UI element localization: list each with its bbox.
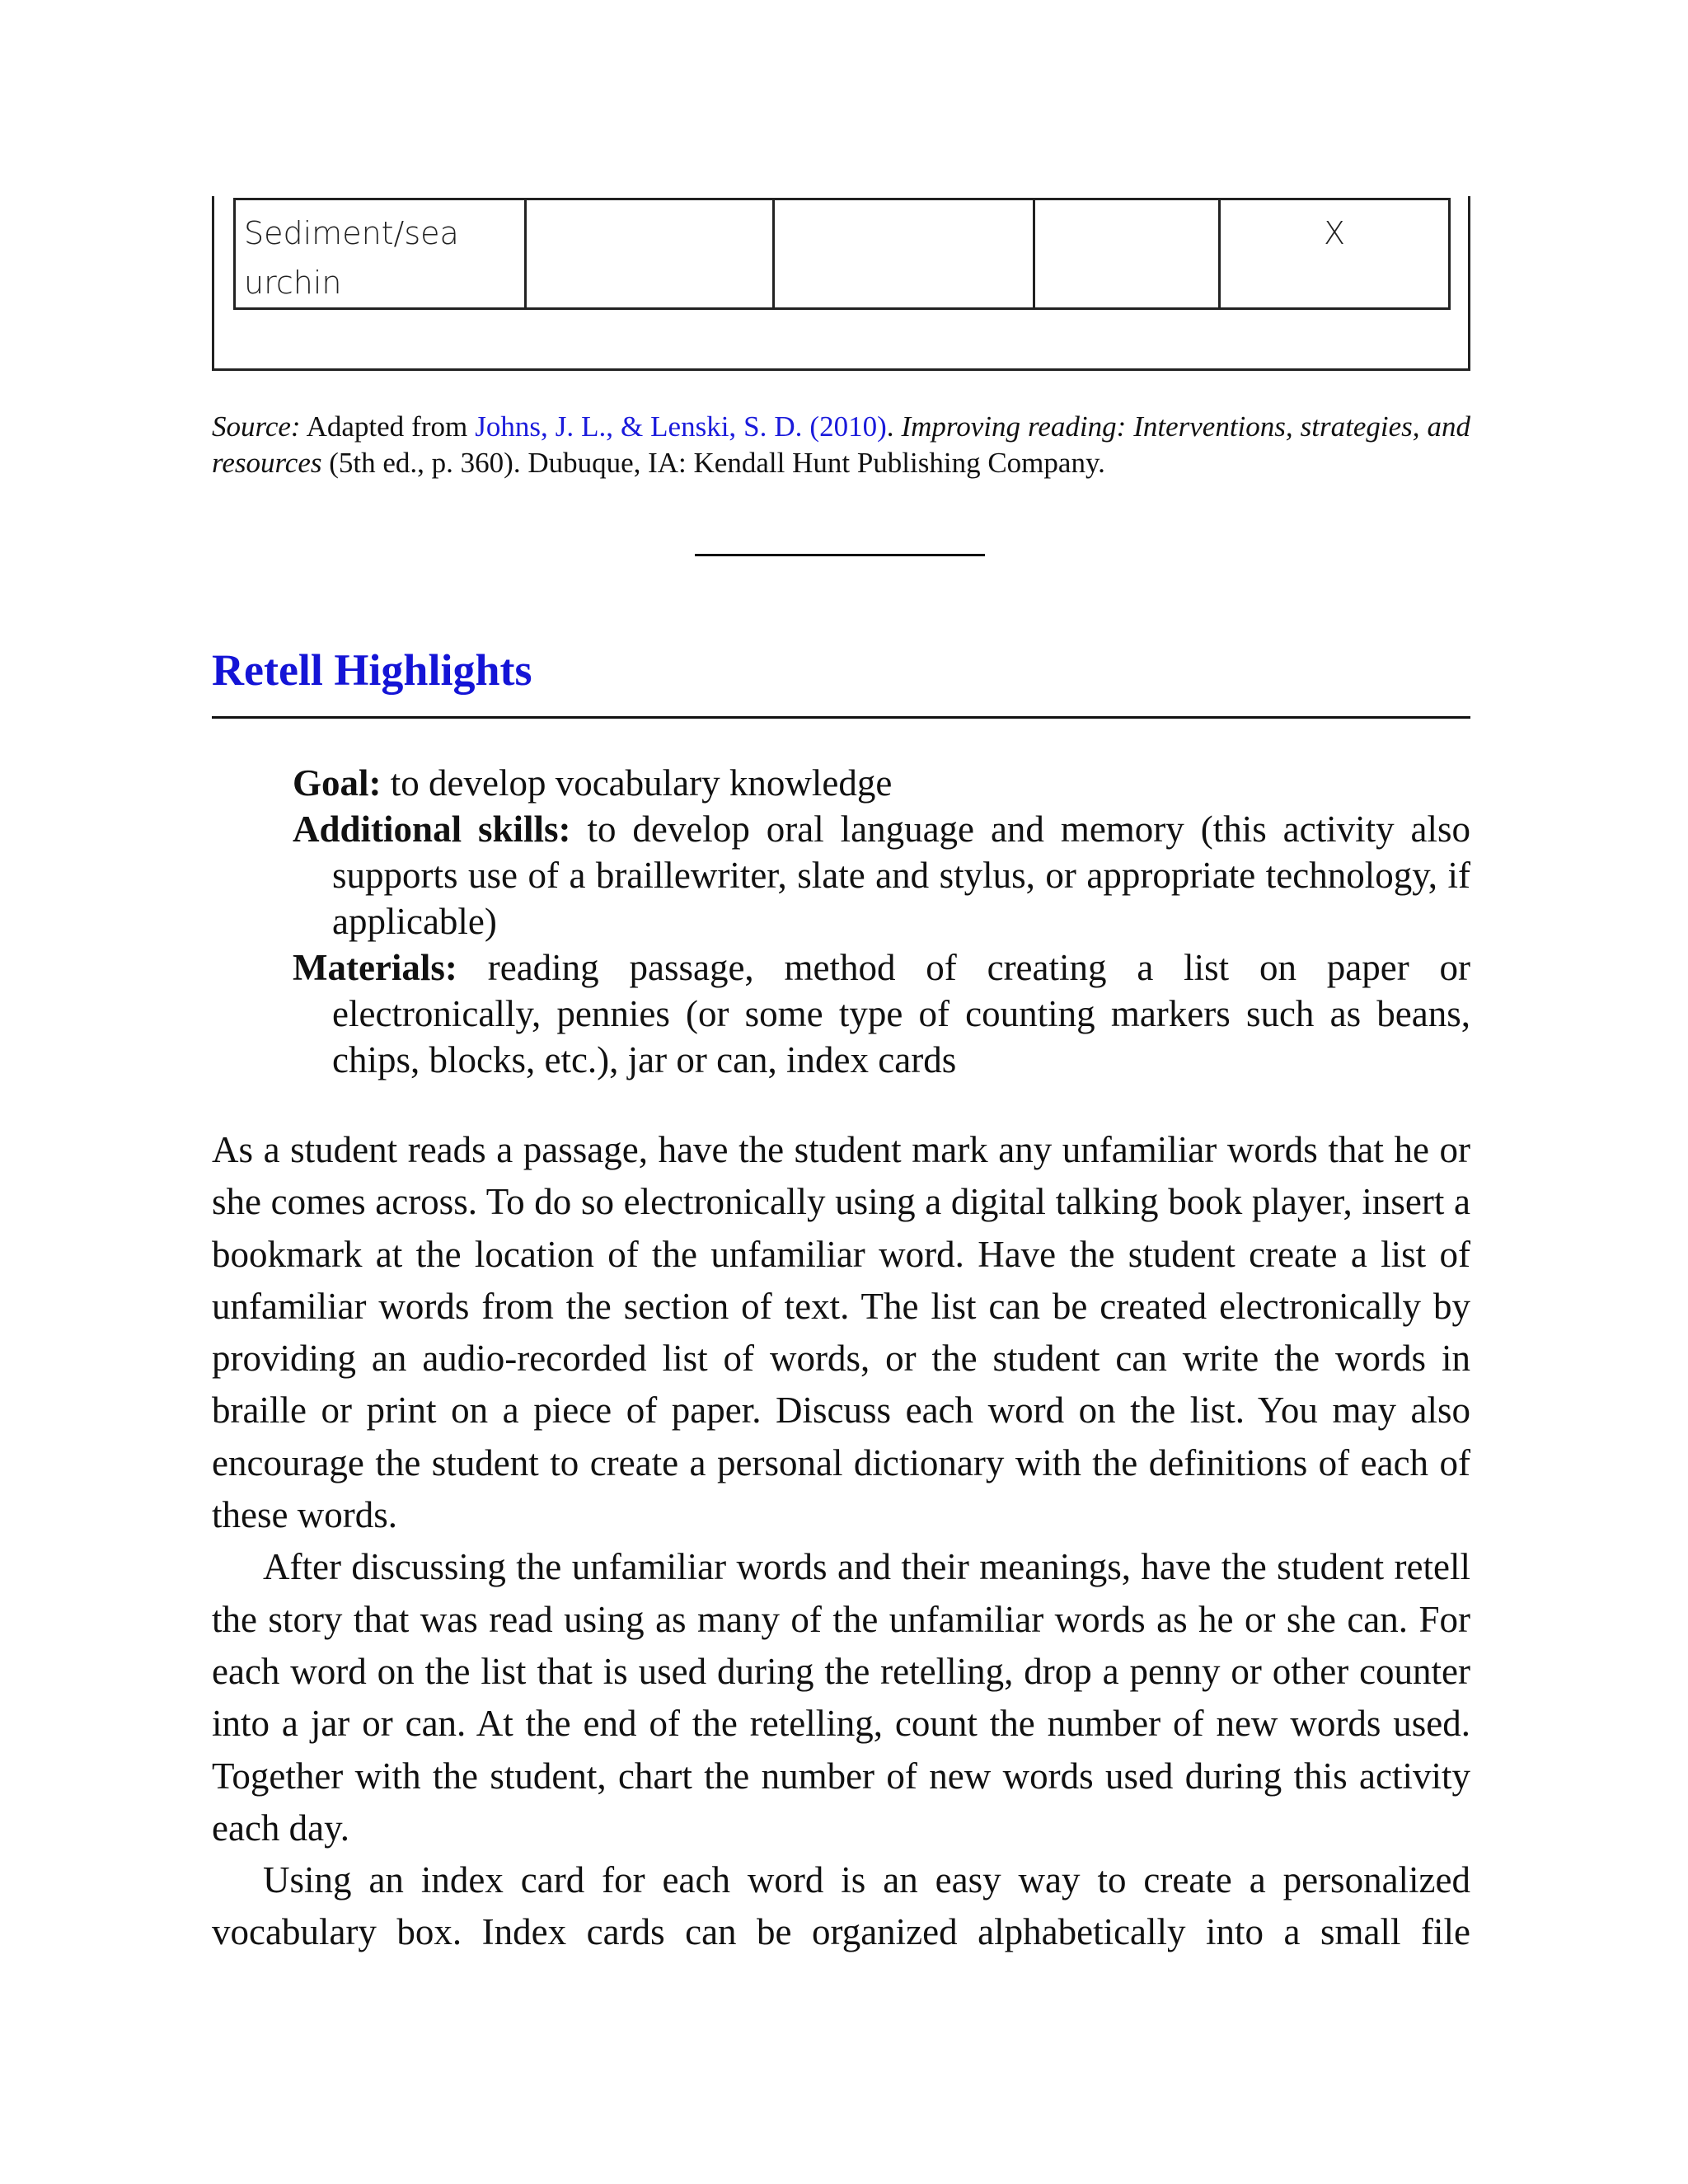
book-title: Improving reading: Interventions, strategies, and resources bbox=[212, 410, 1470, 479]
materials-text: reading passage, method of creating a list on paper or electronically, pennies (or some type of counting markers such as beans, chips, blocks, etc.), jar or can, index cards bbox=[332, 947, 1470, 1080]
goal-label: Goal: bbox=[293, 762, 382, 804]
section-heading: Retell Highlights bbox=[212, 645, 532, 695]
table-row bbox=[235, 199, 1450, 309]
heading-underline bbox=[212, 716, 1470, 719]
observation-table-fragment bbox=[233, 198, 1451, 310]
table-cell-empty bbox=[1034, 199, 1220, 309]
source-text-before: Adapted from bbox=[300, 410, 476, 443]
goal-text: to develop vocabulary knowledge bbox=[381, 762, 893, 804]
body-paragraph-3: Using an index card for each word is an easy way to create a personalized vocabulary box. Index cards can be organized alphabetically into a small file bbox=[212, 1859, 1470, 1953]
skills-label: Additional skills: bbox=[293, 808, 571, 850]
materials-line bbox=[293, 944, 1470, 1083]
body-paragraph-1: As a student reads a passage, have the student mark any unfamiliar words that he or she comes across. To do so electronically using a digital talking book player, insert a bookmark at the location of the unfamiliar word. Have the student create a list of unfamiliar words from the section of text. The list can be created electronically by providing an audio-recorded list of words, or the student can write the words in braille or print on a piece of paper. Discuss each word on the list. You may also encourage the student to create a personal dictionary with the definitions of each of these words. bbox=[212, 1129, 1470, 1536]
goal-line bbox=[293, 760, 1470, 806]
source-label: Source: bbox=[212, 410, 301, 443]
source-citation bbox=[212, 409, 1470, 481]
table-cell-empty bbox=[526, 199, 774, 309]
section-divider bbox=[695, 554, 985, 556]
source-text-after: (5th ed., p. 360). Dubuque, IA: Kendall Hunt Publishing Company. bbox=[321, 447, 1105, 479]
table-cell-mark: X bbox=[1220, 199, 1450, 309]
body-text bbox=[212, 1124, 1470, 1959]
activity-goals bbox=[293, 760, 1470, 1083]
citation-link[interactable]: Johns, J. L., & Lenski, S. D. (2010) bbox=[475, 410, 887, 443]
source-text-mid: . bbox=[886, 410, 902, 443]
skills-text: to develop oral language and memory (this activity also supports use of a braillewriter, slate and stylus, or appropriate technology, if applicable) bbox=[332, 808, 1470, 942]
table-cell-term bbox=[235, 199, 526, 309]
body-paragraph-2: After discussing the unfamiliar words and their meanings, have the student retell the story that was read using as many of the unfamiliar words as he or she can. For each word on the list that is used during the retelling, drop a penny or other counter into a jar or can. At the end of the retelling, count the number of new words used. Together with the student, chart the number of new words used during this activity each day. bbox=[212, 1546, 1470, 1849]
materials-label: Materials: bbox=[293, 947, 457, 988]
table-cell-empty bbox=[774, 199, 1034, 309]
skills-line bbox=[293, 806, 1470, 944]
table-cell-term-text: Sediment/sea urchin bbox=[244, 215, 459, 301]
